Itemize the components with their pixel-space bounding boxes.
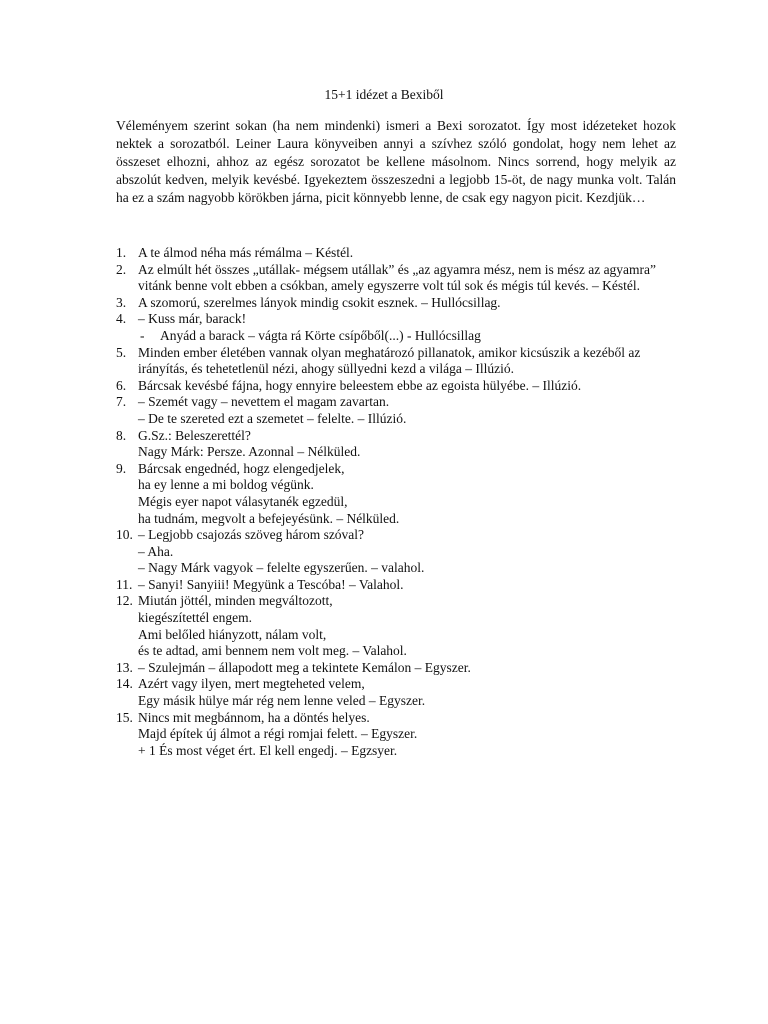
item-line: – Szemét vagy – nevettem el magam zavartan. <box>138 394 390 410</box>
list-item <box>116 660 681 677</box>
item-number: 2. <box>116 261 127 277</box>
item-line: Nincs mit megbánnom, ha a döntés helyes. <box>138 709 370 725</box>
item-line: Nagy Márk: Persze. Azonnal – Nélküled. <box>138 444 361 460</box>
list-item <box>116 577 681 594</box>
item-line: A szomorú, szerelmes lányok mindig csokit esznek. – Hullócsillag. <box>138 294 501 310</box>
item-line: Ami belőled hiányzott, nálam volt, <box>138 626 327 642</box>
document-title: 15+1 idézet a Bexiből <box>324 87 444 102</box>
item-line: Bárcsak engednéd, hogz elengedjelek, <box>138 460 345 476</box>
item-number: 4. <box>116 311 127 327</box>
item-line: Miután jöttél, minden megváltozott, <box>138 593 333 609</box>
item-line: ha tudnám, megvolt a befejeyésünk. – Nélküled. <box>138 510 400 526</box>
list-item <box>116 676 681 709</box>
item-line: – De te szereted ezt a szemetet – felelte. – Illúzió. <box>138 410 407 426</box>
list-item <box>116 394 681 427</box>
item-line: Azért vagy ilyen, mert megteheted velem, <box>138 676 365 692</box>
item-line: + 1 És most véget ért. El kell engedj. – Egzsyer. <box>138 742 398 758</box>
list-item <box>116 245 681 262</box>
list-item <box>116 710 681 760</box>
item-text: Minden ember életében vannak olyan meghatározó pillanatok, amikor kicsúszik a kezéből az irányítás, és tehetetlenül nézi, ahogy süllyedni kezd a világa – Illúzió. <box>138 344 641 377</box>
item-number: 5. <box>116 344 127 360</box>
item-number: 9. <box>116 460 127 476</box>
item-number: 14. <box>116 676 133 692</box>
item-line: – Nagy Márk vagyok – felelte egyszerűen. – valahol. <box>138 560 425 576</box>
item-line: kiegészítettél engem. <box>138 610 252 626</box>
item-line: – Kuss már, barack! <box>138 311 247 327</box>
list-item <box>116 527 681 577</box>
list-item <box>116 345 681 378</box>
list-item <box>116 262 681 295</box>
item-number: 1. <box>116 245 127 260</box>
item-number: 10. <box>116 527 133 543</box>
list-item <box>116 311 681 344</box>
item-line: Majd építek új álmot a régi romjai felett. – Egyszer. <box>138 726 418 742</box>
item-number: 3. <box>116 294 127 310</box>
item-number: 12. <box>116 593 133 609</box>
quote-list <box>116 245 681 759</box>
item-line: – Szulejmán – állapodott meg a tekintete Kemálon – Egyszer. <box>138 659 471 675</box>
item-number: 6. <box>116 377 127 393</box>
list-item <box>116 461 681 527</box>
item-text: Az elmúlt hét összes „utállak- mégsem utállak” és „az agyamra mész, nem is mész az agyamra” vitánk benne volt ebben a csókban, amely egyszerre volt túl sok és mégis túl kevés. – Késtél. <box>138 261 657 294</box>
list-item <box>116 428 681 461</box>
item-line: Egy másik hülye már rég nem lenne veled – Egyszer. <box>138 693 426 709</box>
item-number: 7. <box>116 394 127 410</box>
list-item <box>116 295 681 312</box>
sub-item-text: Anyád a barack – vágta rá Körte csípőből(...) - Hullócsillag <box>160 327 481 343</box>
item-line: Bárcsak kevésbé fájna, hogy ennyire beleestem ebbe az egoista hülyébe. – Illúzió. <box>138 377 582 393</box>
item-line: – Aha. <box>138 543 174 559</box>
item-line: Mégis eyer napot válasytanék egzedül, <box>138 493 348 509</box>
item-line: és te adtad, ami bennem nem volt meg. – Valahol. <box>138 643 407 659</box>
item-number: 15. <box>116 709 133 725</box>
list-item <box>116 593 681 659</box>
item-number: 13. <box>116 659 133 675</box>
list-item <box>116 378 681 395</box>
item-line: A te álmod néha más rémálma – Késtél. <box>138 245 354 260</box>
item-line: ha ey lenne a mi boldog végünk. <box>138 477 314 493</box>
item-number: 8. <box>116 427 127 443</box>
sub-item <box>138 328 681 345</box>
intro-paragraph: Véleményem szerint sokan (ha nem mindenki) ismeri a Bexi sorozatot. Így most idézeteket hozok nektek a sorozatból. Leiner Laura könyveiben annyi a szívhez szóló gondolat, hogy nem lehet az összeset elhozni, ahhoz az egész sorozatot be kellene másolnom. Nincs sorrend, hogy melyik az abszolút kedven, melyik kevésbé. Igyekeztem összeszedni a legjobb 15-öt, de nagy munka volt. Talán ha ez a szám nagyobb körökben járna, picit könnyebb lenne, de csak egy nagyon picit. Kezdjük… <box>116 118 676 205</box>
item-line: – Legjobb csajozás szöveg három szóval? <box>138 527 365 543</box>
sub-item-marker: - <box>140 327 145 343</box>
item-line: G.Sz.: Beleszerettél? <box>138 427 251 443</box>
item-number: 11. <box>116 576 133 592</box>
item-line: – Sanyi! Sanyiii! Megyünk a Tescóba! – Valahol. <box>138 576 404 592</box>
